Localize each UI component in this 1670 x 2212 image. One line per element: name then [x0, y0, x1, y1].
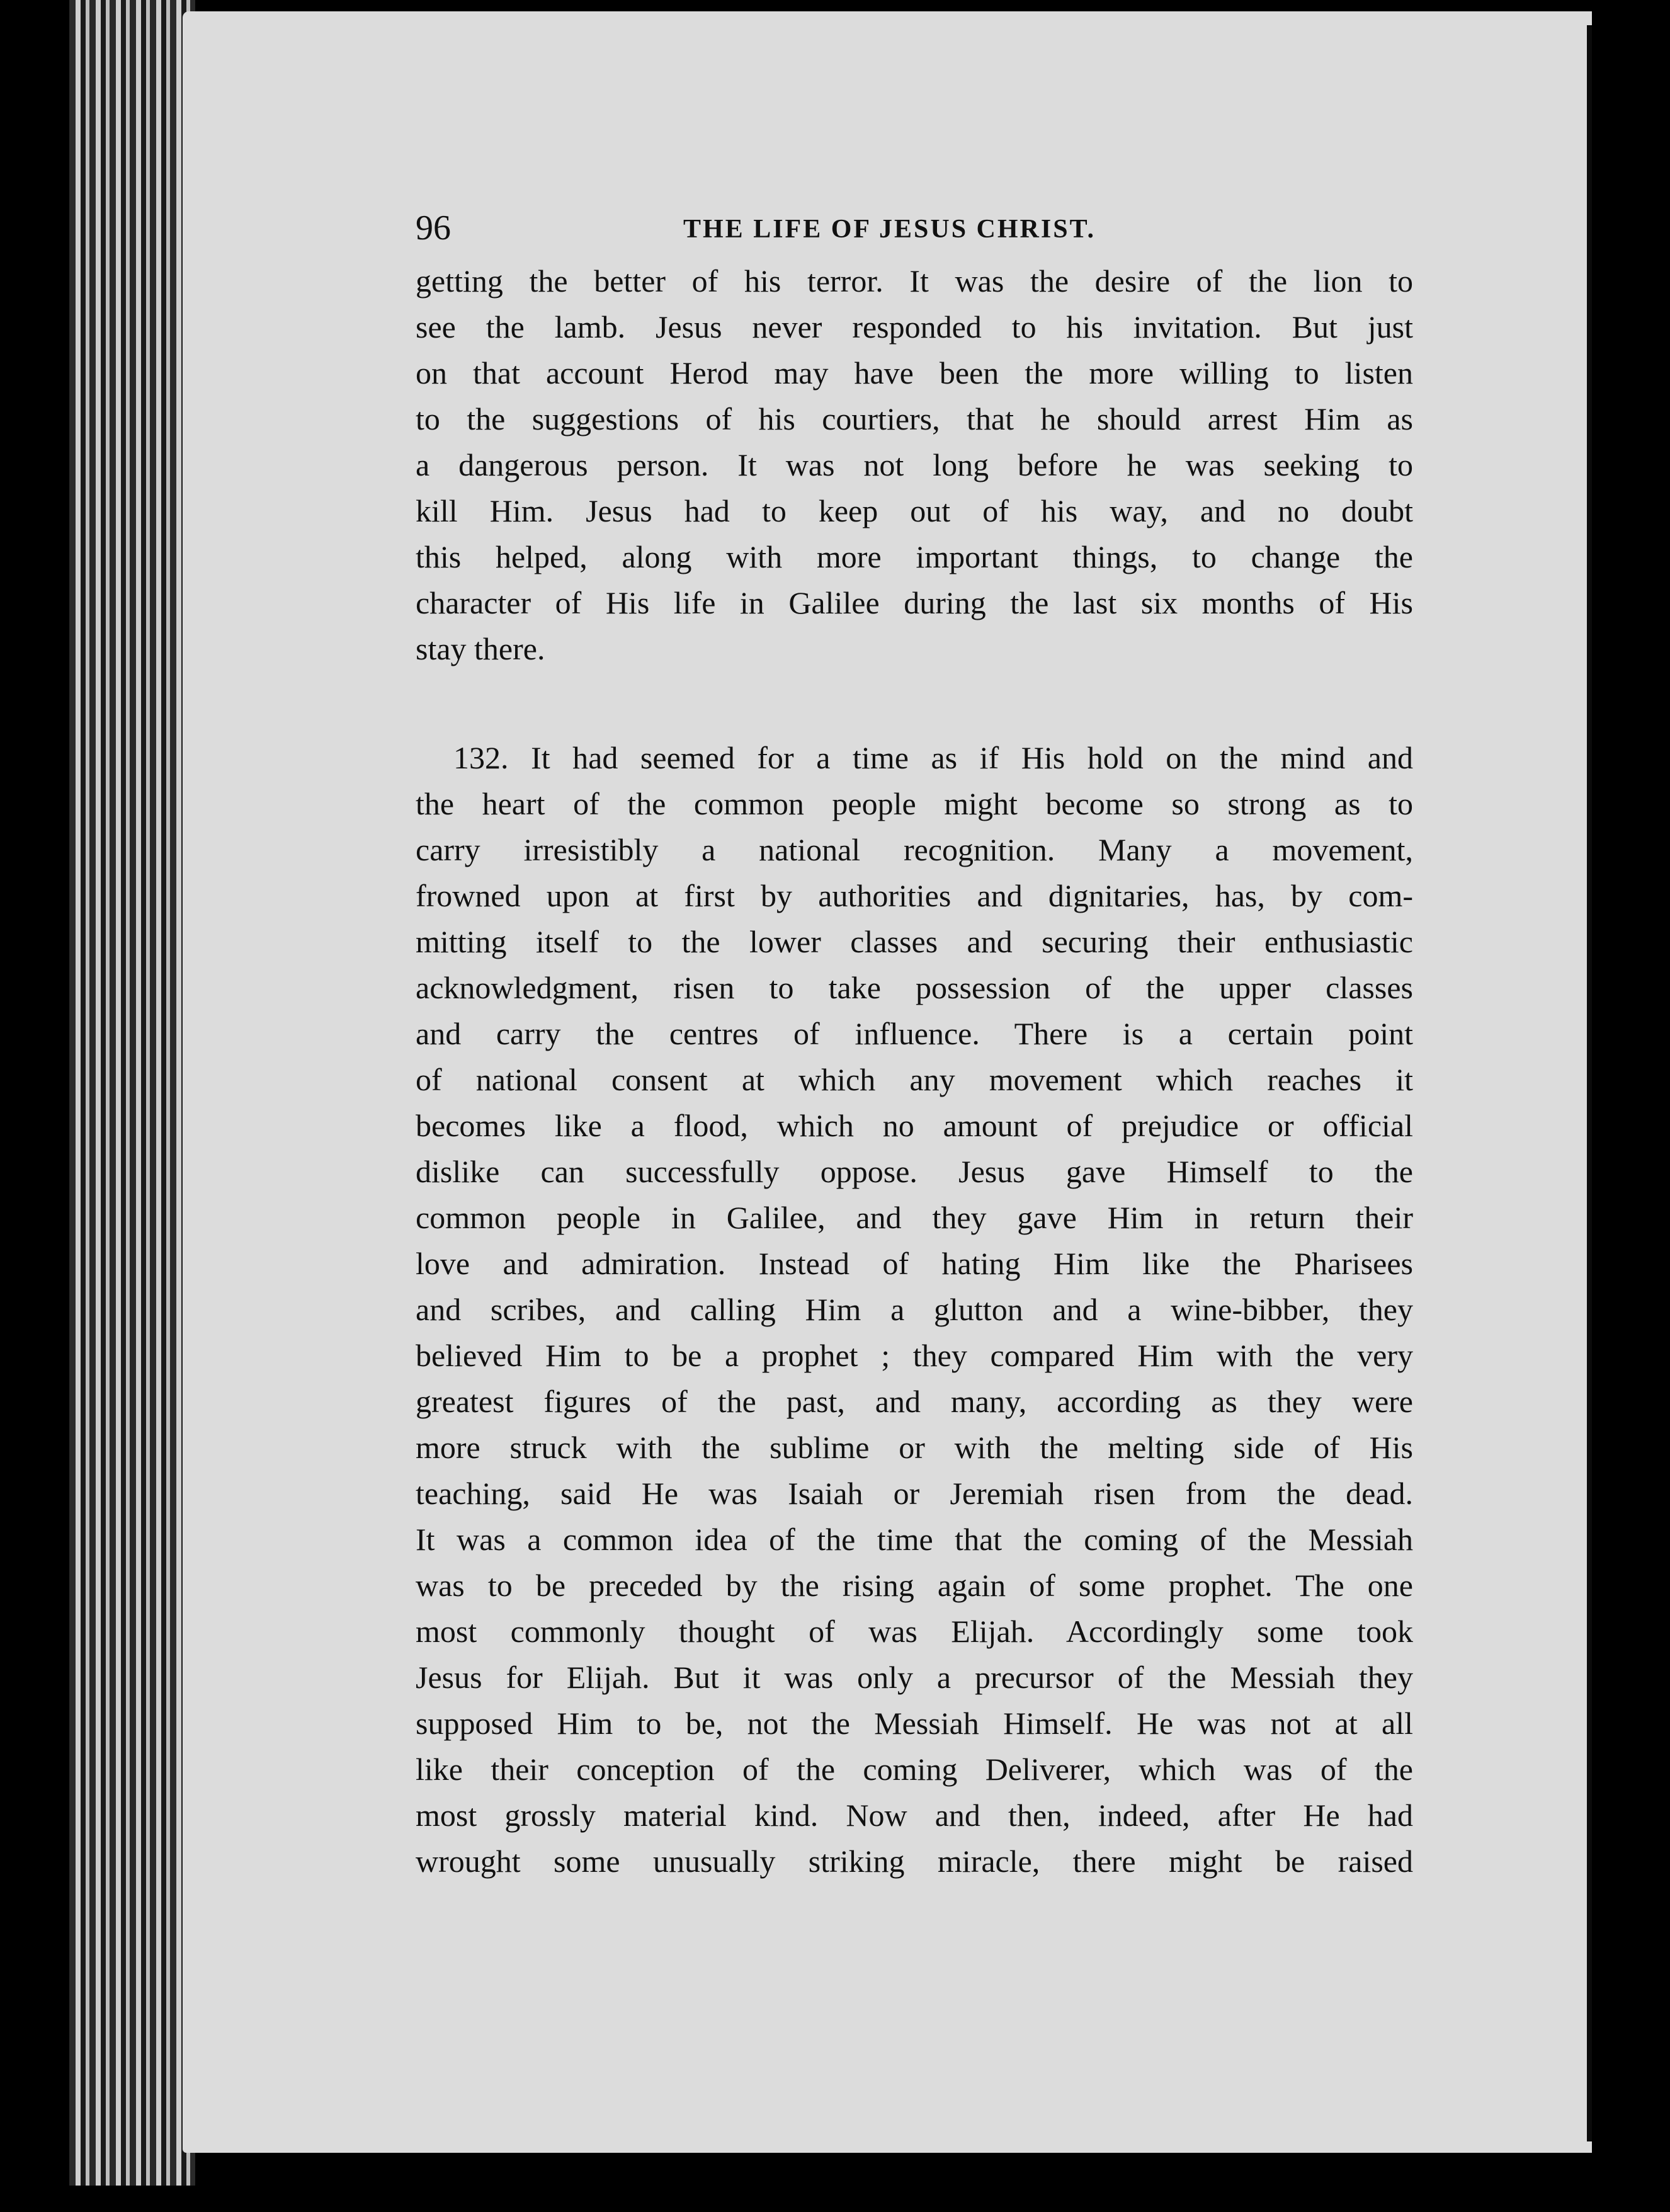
paragraph-1	[416, 258, 1413, 672]
text-line: was to be preceded by the rising again of some prophet. The one	[416, 1568, 1413, 1603]
text-line: on that account Herod may have been the more willing to listen	[416, 355, 1413, 391]
text-line: and carry the centres of influence. There is a certain point	[416, 1016, 1413, 1051]
text-line: common people in Galilee, and they gave Him in return their	[416, 1200, 1413, 1235]
page-edges	[69, 0, 195, 2186]
text-line: see the lamb. Jesus never responded to his invitation. But just	[416, 309, 1413, 345]
scan-border	[1592, 0, 1670, 2212]
text-line: frowned upon at first by authorities and dignitaries, has, by com-	[416, 878, 1413, 913]
text-line: It was a common idea of the time that the coming of the Messiah	[416, 1522, 1413, 1557]
text-line: Jesus for Elijah. But it was only a precursor of the Messiah they	[416, 1660, 1413, 1695]
text-line: acknowledgment, risen to take possession of the upper classes	[416, 970, 1413, 1005]
text-line: to the suggestions of his courtiers, that he should arrest Him as	[416, 401, 1413, 436]
paragraph-gap	[416, 672, 1413, 735]
text-line: kill Him. Jesus had to keep out of his way, and no doubt	[416, 493, 1413, 528]
text-line: supposed Him to be, not the Messiah Himself. He was not at all	[416, 1706, 1413, 1741]
text-line: believed Him to be a prophet ; they compared Him with the very	[416, 1338, 1413, 1373]
text-line: mitting itself to the lower classes and securing their enthusiastic	[416, 924, 1413, 959]
text-line: most commonly thought of was Elijah. Accordingly some took	[416, 1614, 1413, 1649]
text-block	[416, 202, 1413, 1884]
page-number: 96	[416, 208, 451, 248]
binding-edge	[1587, 25, 1592, 2141]
text-line: getting the better of his terror. It was the desire of the lion to	[416, 263, 1413, 299]
text-line: greatest figures of the past, and many, according as they were	[416, 1384, 1413, 1419]
text-line: wrought some unusually striking miracle, there might be raised	[416, 1844, 1413, 1879]
running-head: THE LIFE OF JESUS CHRIST.	[683, 215, 1096, 244]
text-line: most grossly material kind. Now and then, indeed, after He had	[416, 1798, 1413, 1833]
text-line: more struck with the sublime or with the melting side of His	[416, 1430, 1413, 1465]
text-line: like their conception of the coming Deliverer, which was of the	[416, 1752, 1413, 1787]
text-line: 132. It had seemed for a time as if His hold on the mind and	[453, 740, 1413, 775]
text-line: teaching, said He was Isaiah or Jeremiah risen from the dead.	[416, 1476, 1413, 1511]
text-line: love and admiration. Instead of hating Him like the Pharisees	[416, 1246, 1413, 1281]
text-line: becomes like a flood, which no amount of prejudice or official	[416, 1108, 1413, 1143]
text-line: carry irresistibly a national recognition. Many a movement,	[416, 832, 1413, 867]
text-line: a dangerous person. It was not long before he was seeking to	[416, 447, 1413, 482]
text-line: the heart of the common people might become so strong as to	[416, 786, 1413, 821]
text-line: of national consent at which any movement which reaches it	[416, 1062, 1413, 1097]
text-line: character of His life in Galilee during the last six months of His	[416, 585, 1413, 620]
page-header	[416, 202, 1413, 258]
text-line: and scribes, and calling Him a glutton and a wine-bibber, they	[416, 1292, 1413, 1327]
text-line: dislike can successfully oppose. Jesus gave Himself to the	[416, 1154, 1413, 1189]
text-line: this helped, along with more important things, to change the	[416, 539, 1413, 574]
text-line: stay there.	[416, 631, 545, 666]
paragraph-132	[416, 735, 1413, 1884]
